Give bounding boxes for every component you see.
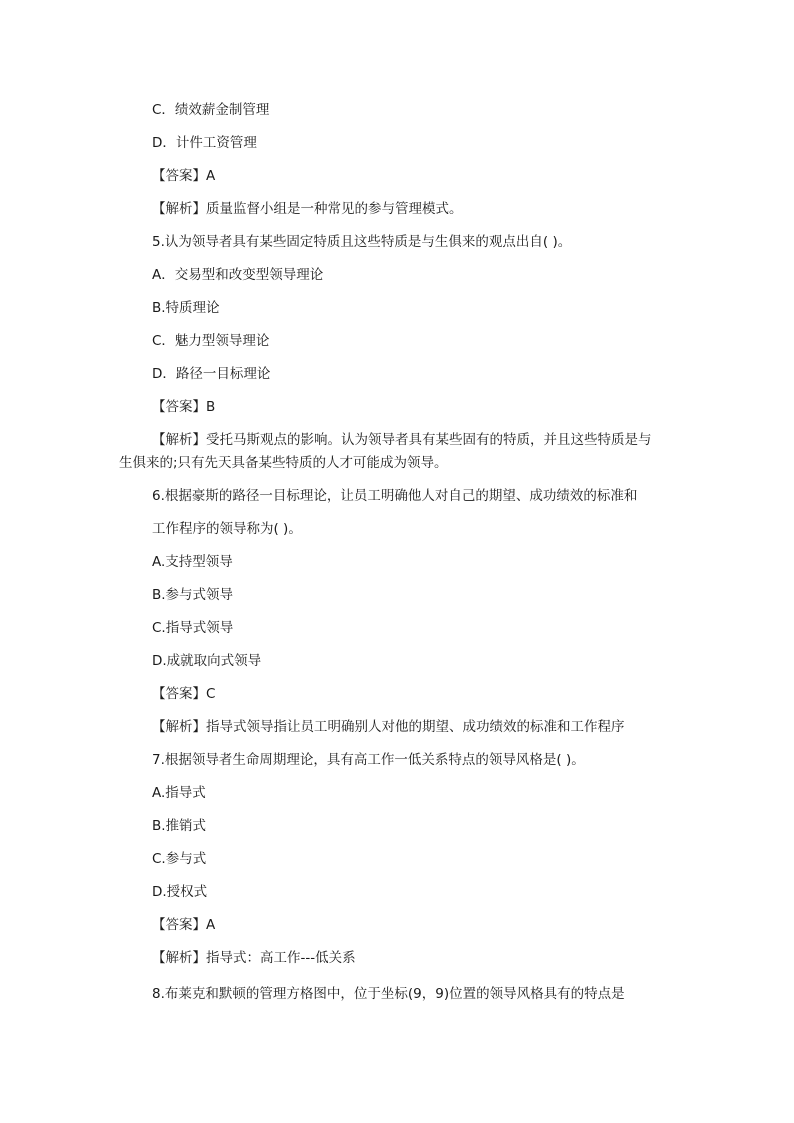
- q6-option-d: D.成就取向式领导: [152, 653, 262, 669]
- question-7: 7.根据领导者生命周期理论，具有高工作一低关系特点的领导风格是( )。: [152, 752, 585, 768]
- answer-line: 【答案】A: [152, 168, 216, 184]
- q7-option-c: C.参与式: [152, 851, 207, 867]
- question-6-line-2: 工作程序的领导称为( )。: [152, 521, 302, 537]
- q5-answer: 【答案】B: [152, 399, 216, 415]
- q6-answer: 【答案】C: [152, 686, 216, 702]
- q6-option-a: A.支持型领导: [152, 554, 233, 570]
- q5-analysis-line-1: 【解析】受托马斯观点的影响。认为领导者具有某些固有的特质，并且这些特质是与: [152, 432, 652, 448]
- q5-option-c: C．魅力型领导理论: [152, 333, 270, 349]
- q6-analysis: 【解析】指导式领导指让员工明确别人对他的期望、成功绩效的标准和工作程序: [152, 719, 625, 735]
- q5-option-a: A．交易型和改变型领导理论: [152, 267, 324, 283]
- question-6-line-1: 6.根据豪斯的路径一目标理论，让员工明确他人对自己的期望、成功绩效的标准和: [152, 488, 638, 504]
- option-d-line: D．计件工资管理: [152, 135, 257, 151]
- q6-option-b: B.参与式领导: [152, 587, 234, 603]
- q7-option-b: B.推销式: [152, 818, 207, 834]
- option-c-line: C．绩效薪金制管理: [152, 102, 270, 118]
- q5-analysis-line-2: 生俱来的;只有先天具备某些特质的人才可能成为领导。: [119, 455, 448, 471]
- q7-analysis: 【解析】指导式：高工作---低关系: [152, 950, 356, 966]
- question-8: 8.布莱克和默顿的管理方格图中，位于坐标(9，9)位置的领导风格具有的特点是: [152, 986, 625, 1002]
- q5-option-d: D．路径一目标理论: [152, 366, 271, 382]
- q6-option-c: C.指导式领导: [152, 620, 234, 636]
- q7-option-d: D.授权式: [152, 884, 208, 900]
- analysis-line: 【解析】质量监督小组是一种常见的参与管理模式。: [152, 201, 463, 217]
- q5-option-b: B.特质理论: [152, 300, 220, 316]
- q7-option-a: A.指导式: [152, 785, 206, 801]
- q7-answer: 【答案】A: [152, 917, 216, 933]
- question-5: 5.认为领导者具有某些固定特质且这些特质是与生俱来的观点出自( )。: [152, 234, 572, 250]
